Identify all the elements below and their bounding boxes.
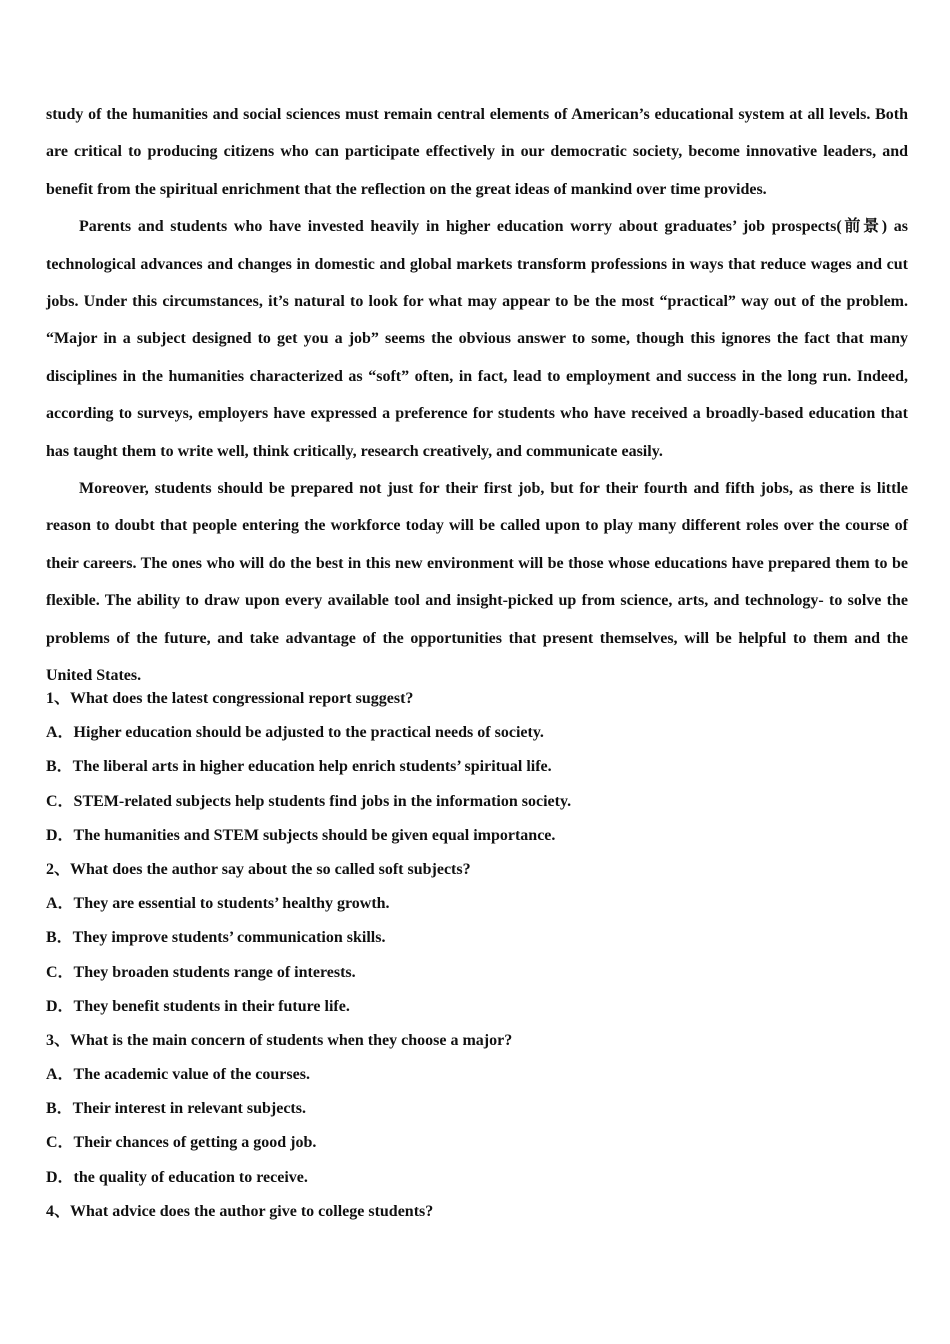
answer-option: D．the quality of education to receive. xyxy=(46,1168,308,1186)
answer-option: C．Their chances of getting a good job. xyxy=(46,1134,317,1152)
answer-option: C．They broaden students range of interests. xyxy=(46,963,356,981)
answer-option: D．The humanities and STEM subjects should be given equal importance. xyxy=(46,826,556,844)
reading-passage xyxy=(46,96,908,695)
question-stem: 1、What does the latest congressional report suggest? xyxy=(46,690,414,707)
passage-paragraph: Moreover, students should be prepared not just for their first job, but for their fourth and fifth jobs, as there is little reason to doubt that people entering the workforce today will be called upon to play many different roles over the course of their careers. The ones who will do the best in this new environment will be those whose educations have prepared them to be flexible. The ability to draw upon every available tool and insight-picked up from science, arts, and technology- to solve the problems of the future, and take advantage of the opportunities that present themselves, will be helpful to them and the United States. xyxy=(46,480,908,685)
question-stem: 4、What advice does the author give to college students? xyxy=(46,1202,434,1220)
answer-option: B．Their interest in relevant subjects. xyxy=(46,1100,306,1118)
answer-option: B．They improve students’ communication skills. xyxy=(46,929,386,947)
question-stem: 2、What does the author say about the so called soft subjects? xyxy=(46,860,471,878)
answer-option: A．Higher education should be adjusted to the practical needs of society. xyxy=(46,724,544,742)
answer-option: A．They are essential to students’ healthy growth. xyxy=(46,895,390,913)
question-stem: 3、What is the main concern of students when they choose a major? xyxy=(46,1031,513,1049)
answer-option: D．They benefit students in their future life. xyxy=(46,997,350,1015)
answer-option: C．STEM-related subjects help students find jobs in the information society. xyxy=(46,792,572,810)
passage-paragraph: Parents and students who have invested heavily in higher education worry about graduates’ job prospects(前景) as technological advances and changes in domestic and global markets transform professions in ways that reduce wages and cut jobs. Under this circumstances, it’s natural to look for what may appear to be the most “practical” way out of the problem. “Major in a subject designed to get you a job” seems the obvious answer to some, though this ignores the fact that many disciplines in the humanities characterized as “soft” often, in fact, lead to employment and success in the long run. Indeed, according to surveys, employers have expressed a preference for students who have received a broadly-based education that has taught them to write well, think critically, research creatively, and communicate easily. xyxy=(46,218,908,460)
passage-paragraph: study of the humanities and social sciences must remain central elements of American’s educational system at all levels. Both are critical to producing citizens who can participate effectively in our democratic society, become innovative leaders, and benefit from the spiritual enrichment that the reflection on the great ideas of mankind over time provides. xyxy=(46,106,908,198)
answer-option: A．The academic value of the courses. xyxy=(46,1066,310,1084)
question-list xyxy=(46,682,908,1229)
answer-option: B．The liberal arts in higher education help enrich students’ spiritual life. xyxy=(46,758,552,776)
